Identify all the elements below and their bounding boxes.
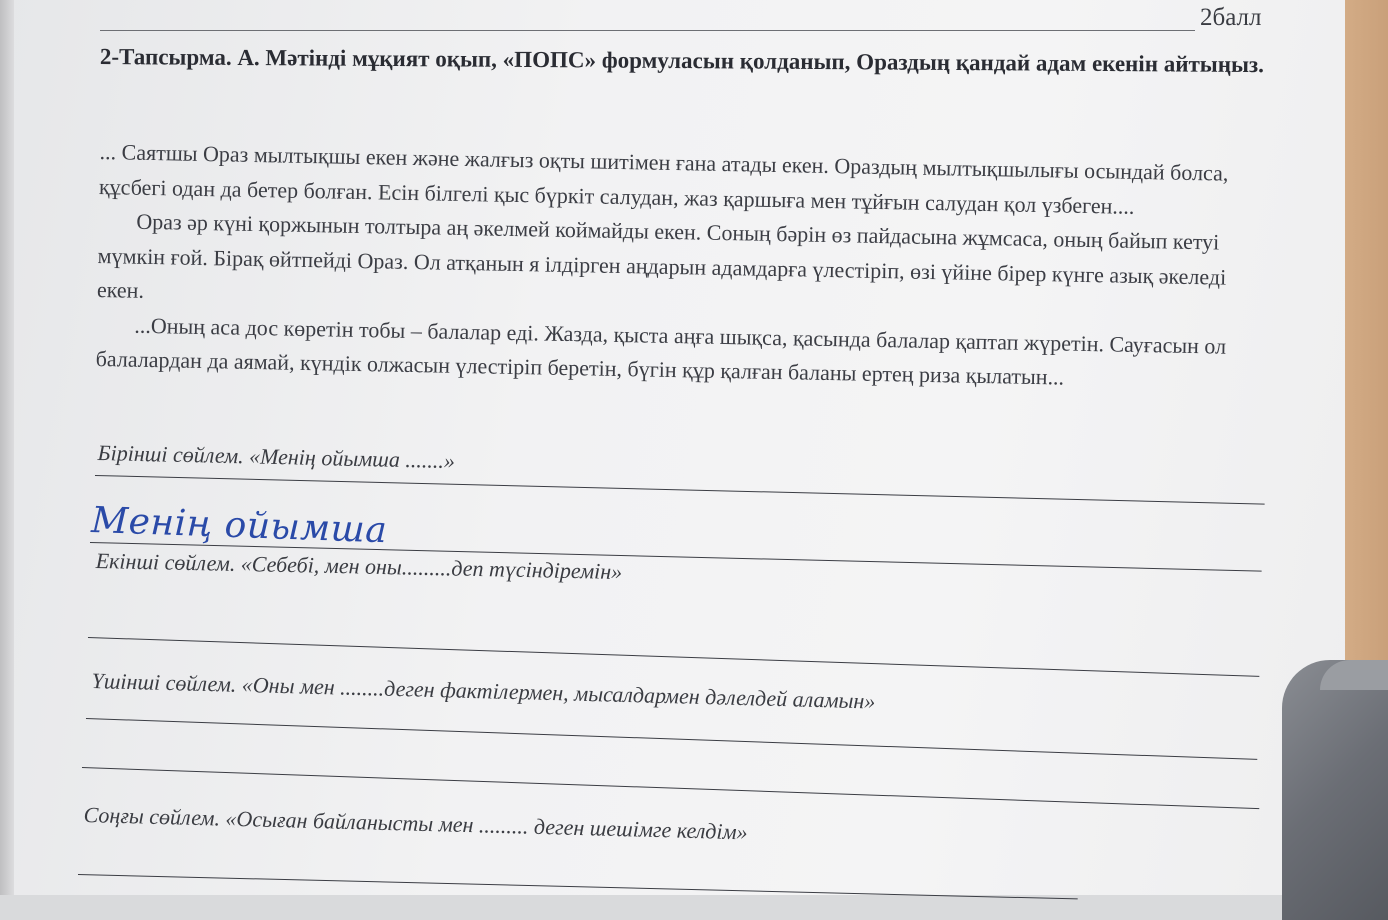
reading-passage: [95, 135, 1229, 398]
prompt-second-sentence: Екінші сөйлем. «Себебі, мен оны.........деп түсіндіремін»: [95, 548, 623, 585]
passage-paragraph-1: ... Саятшы Ораз мылтықшы екен және жалғыз оқты шитімен ғана атады екен. Ораздың мылтықшылығы осындай болса, құсбегі одан да бетер болған. Есін білгелі қыс бүркіт салудан, жаз қаршыға мен тұйғын салудан қол үзбеген....: [98, 138, 1229, 219]
passage-paragraph-2: Ораз әр күні қоржынын толтыра аң әкелмей коймайды екен. Соның бәрін өз пайдасына жұмсаса, оның байып кетуі мүмкін ғой. Бірақ өйтпейді Ораз. Ол атқанын я ілдірген аңдарын адамдарға үлестіріп, өзі үйіне бірер күнге азық әкеледі екен.: [96, 208, 1227, 303]
prompt-last-sentence: Соңғы сөйлем. «Осыған байланысты мен ......... деген шешімге келдім»: [83, 802, 748, 845]
task-title: 2-Тапсырма. А. Мәтінді мұқият оқып, «ПОПС» формуласын қолданып, Ораздың қандай адам екенін айтыңыз.: [99, 43, 1265, 78]
answer-line-4[interactable]: [86, 718, 1257, 760]
handwritten-answer: Менің ойымша: [90, 500, 388, 552]
passage-paragraph-3: ...Оның аса дос көретін тобы – балалар еді. Жазда, қыста аңға шықса, қасында балалар қаптап жүретін. Сауғасын ол балалардан да аямай, күндік олжасын үлестіріп беретін, бүгін құр қалған баланы ертең риза қылатын...: [95, 312, 1227, 390]
prompt-first-sentence: Бірінші сөйлем. «Менің ойымша .......»: [97, 440, 456, 474]
answer-line-3[interactable]: [88, 637, 1259, 677]
answer-line-5[interactable]: [82, 767, 1259, 809]
points-label: 2балл: [1200, 4, 1262, 31]
answer-line-1: [95, 475, 1265, 505]
answer-line-6[interactable]: [78, 874, 1078, 899]
page-fold-shadow: [0, 0, 14, 895]
top-rule: [100, 30, 1195, 31]
prompt-third-sentence: Үшінші сөйлем. «Оны мен ........деген фактілермен, мысалдармен дәлелдей аламын»: [91, 668, 876, 714]
phone-holder-object: [1282, 660, 1388, 920]
